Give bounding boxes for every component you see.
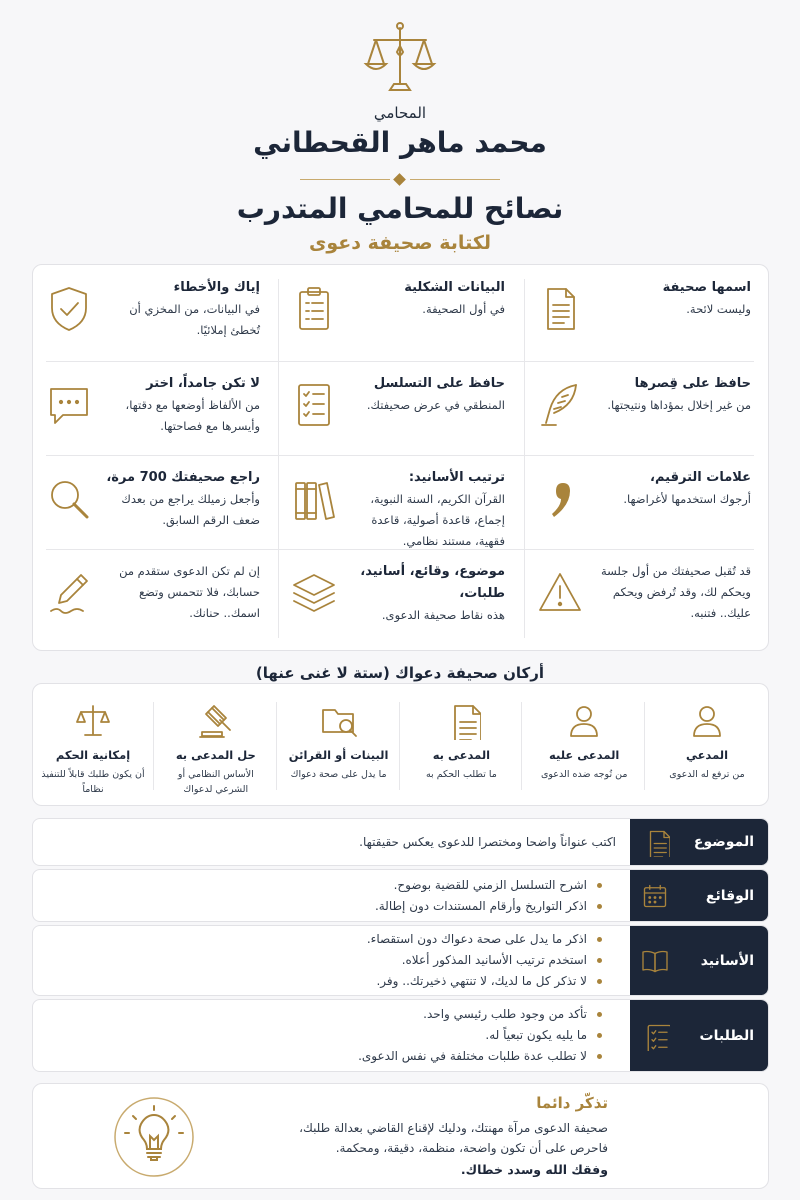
tips-grid bbox=[32, 264, 769, 651]
person-icon bbox=[564, 700, 604, 740]
pillar-body: من ترفع له الدعوى bbox=[669, 769, 745, 780]
section-line-text: لا تطلب عدة طلبات مختلفة في نفس الدعوى. bbox=[358, 1049, 587, 1063]
pillar-body: أن يكون طلبك قابلاً للتنفيذ نظاماً bbox=[41, 769, 145, 795]
quill-icon bbox=[534, 379, 586, 431]
section-line bbox=[47, 971, 616, 992]
pillar-item bbox=[32, 684, 154, 807]
section-title: الموضوع bbox=[693, 834, 754, 850]
tip-text bbox=[586, 467, 755, 510]
tip-title: لا تكن جامداً، اختر bbox=[146, 376, 260, 391]
tip-text bbox=[340, 373, 509, 416]
tip-text bbox=[586, 277, 755, 320]
tip-body: المنطقي في عرض صحيفتك. bbox=[366, 398, 505, 412]
tip-card bbox=[33, 455, 278, 551]
section-line bbox=[47, 896, 616, 917]
section-tab bbox=[630, 926, 768, 995]
section-body bbox=[47, 870, 616, 921]
header bbox=[0, 0, 800, 265]
remember-sign: وفقك الله وسدد خطاك. bbox=[460, 1162, 608, 1177]
tip-card bbox=[524, 361, 769, 457]
section-line-text: اكتب عنواناً واضحا ومختصرا للدعوى يعكس حقيقتها. bbox=[359, 834, 616, 849]
bullet-dot bbox=[597, 904, 602, 909]
tip-card bbox=[33, 265, 278, 361]
scales-of-justice-icon bbox=[360, 18, 440, 98]
tip-title: ترتيب الأسانيد: bbox=[408, 470, 505, 485]
person-icon bbox=[687, 700, 727, 740]
pillar-title: البينات أو القرائن bbox=[288, 748, 389, 762]
tip-title: حافظ على قِصرها bbox=[634, 376, 751, 391]
tip-body: من الألفاظ أوضعها مع دقتها، وأيسرها مع فصاحتها. bbox=[125, 398, 260, 433]
open-book-icon bbox=[640, 946, 670, 976]
section-2 bbox=[32, 869, 769, 922]
section-tab bbox=[630, 819, 768, 865]
document-icon bbox=[534, 283, 586, 335]
section-title: الأسانيد bbox=[700, 952, 754, 969]
section-tab bbox=[630, 1000, 768, 1071]
pillar-body: من تُوجه ضده الدعوى bbox=[540, 769, 628, 780]
tip-card bbox=[278, 549, 523, 645]
bullet-dot bbox=[597, 1054, 602, 1059]
pen-nib-icon bbox=[43, 567, 95, 619]
tip-body: في البيانات، من المخزي أن تُخطئ إملائيًا. bbox=[129, 302, 260, 337]
magnifier-icon bbox=[43, 473, 95, 525]
remember-title: تذكّر دائما bbox=[536, 1094, 608, 1112]
pillar-title: حل المدعى به bbox=[175, 748, 256, 762]
bullet-dot bbox=[597, 883, 602, 888]
section-line-text: اذكر ما يدل على صحة دعواك دون استقصاء. bbox=[366, 932, 587, 946]
lawyer-label: المحامي bbox=[373, 104, 427, 122]
bullet-dot bbox=[597, 1033, 602, 1038]
pillar-title: إمكانية الحكم bbox=[55, 748, 131, 762]
layers-icon bbox=[288, 567, 340, 619]
section-line bbox=[47, 875, 616, 896]
section-body bbox=[47, 1000, 616, 1071]
section-title: الوقائع bbox=[705, 887, 754, 904]
section-line-text: اشرح التسلسل الزمني للقضية بوضوح. bbox=[393, 877, 587, 892]
document-icon bbox=[640, 827, 670, 857]
tip-body: أرجوك استخدمها لأغراضها. bbox=[623, 492, 751, 506]
books-icon bbox=[288, 473, 340, 525]
tip-card bbox=[278, 361, 523, 457]
comma-icon bbox=[534, 473, 586, 525]
section-3 bbox=[32, 925, 769, 996]
tip-card bbox=[524, 455, 769, 551]
calendar-icon bbox=[640, 881, 670, 911]
chat-bubble-icon bbox=[43, 379, 95, 431]
tip-body: من غير إخلال بمؤداها ونتيجتها. bbox=[607, 398, 751, 412]
section-1 bbox=[32, 818, 769, 866]
section-line-text: اذكر التواريخ وأرقام المستندات دون إطالة. bbox=[374, 898, 587, 913]
pillar-title: المدعى به bbox=[432, 748, 491, 762]
folder-search-icon bbox=[319, 700, 359, 740]
remember-line: فاحرص على أن تكون واضحة، منظمة، دقيقة، ومحكمة. bbox=[335, 1141, 608, 1155]
tip-title: موضوع، وقائع، أسانيد، طلبات، bbox=[360, 564, 505, 601]
section-tab bbox=[630, 870, 768, 921]
tip-title: حافظ على التسلسل bbox=[373, 376, 505, 391]
section-body bbox=[47, 819, 616, 865]
remember-box bbox=[32, 1083, 769, 1189]
tip-text bbox=[95, 277, 264, 341]
lawyer-name: محمد ماهر القحطاني bbox=[253, 126, 547, 159]
section-line bbox=[47, 950, 616, 971]
tip-card bbox=[278, 455, 523, 551]
tip-card bbox=[278, 265, 523, 361]
page-title: نصائح للمحامي المتدرب bbox=[236, 192, 564, 225]
pillar-item bbox=[400, 684, 522, 807]
bullet-dot bbox=[597, 979, 602, 984]
section-title: الطلبات bbox=[699, 1027, 754, 1044]
pillar-body: الأساس النظامي أو الشرعي لدعواك bbox=[177, 769, 254, 795]
document-icon bbox=[441, 700, 481, 740]
tip-body: وأجعل زميلك يراجع من بعدك ضعف الرقم السابق. bbox=[121, 492, 260, 527]
tip-card bbox=[33, 549, 278, 645]
pillar-item bbox=[278, 684, 400, 807]
pillar-title: المدعى عليه bbox=[549, 748, 620, 762]
pillar-item bbox=[155, 684, 277, 807]
remember-body bbox=[188, 1118, 608, 1158]
scales-icon bbox=[73, 700, 113, 740]
page-subtitle: لكتابة صحيفة دعوى bbox=[308, 232, 492, 254]
section-body bbox=[47, 926, 616, 995]
tip-title: راجع صحيفتك 700 مرة، bbox=[106, 470, 260, 485]
tip-body: وليست لائحة. bbox=[686, 302, 751, 316]
pillars-title: أركان صحيفة دعواك (ستة لا غنى عنها) bbox=[255, 664, 545, 682]
section-line-text: تأكد من وجود طلب رئيسي واحد. bbox=[423, 1007, 587, 1021]
warning-icon bbox=[534, 567, 586, 619]
tip-text bbox=[95, 373, 264, 437]
tip-body: هذه نقاط صحيفة الدعوى. bbox=[381, 608, 505, 622]
section-line bbox=[47, 929, 616, 950]
tip-text bbox=[340, 561, 509, 626]
pillar-body: ما يدل على صحة دعواك bbox=[290, 769, 387, 780]
tip-body: في أول الصحيفة. bbox=[422, 302, 505, 316]
section-line bbox=[47, 1004, 616, 1025]
tip-text bbox=[95, 561, 264, 624]
clipboard-icon bbox=[288, 283, 340, 335]
tip-title: إياك والأخطاء bbox=[173, 280, 260, 295]
checklist-icon bbox=[288, 379, 340, 431]
tip-body: إن لم تكن الدعوى ستقدم من حسابك، فلا تتحمس وتضع اسمك.. حنانك. bbox=[119, 564, 260, 620]
tip-card bbox=[524, 549, 769, 645]
bullet-dot bbox=[597, 937, 602, 942]
section-line-text: لا تذكر كل ما لديك، لا تنتهي ذخيرتك.. وفر. bbox=[376, 974, 587, 988]
section-line-text: استخدم ترتيب الأسانيد المذكور أعلاه. bbox=[401, 953, 587, 967]
pillars-panel bbox=[32, 683, 769, 806]
gavel-icon bbox=[196, 700, 236, 740]
pillar-item bbox=[523, 684, 645, 807]
bullet-dot bbox=[597, 1012, 602, 1017]
remember-line: صحيفة الدعوى مرآة مهنتك، ودليك لإقناع القاضي بعدالة طلبك، bbox=[299, 1121, 608, 1135]
section-line bbox=[47, 1046, 616, 1067]
pillar-item bbox=[646, 684, 768, 807]
tip-card bbox=[33, 361, 278, 457]
bullet-dot bbox=[597, 958, 602, 963]
tip-text bbox=[340, 467, 509, 552]
checklist-icon bbox=[640, 1021, 670, 1051]
tip-card bbox=[524, 265, 769, 361]
tip-text bbox=[586, 373, 755, 416]
tip-title: البيانات الشكلية bbox=[404, 280, 505, 295]
tip-title: علامات الترقيم، bbox=[650, 470, 751, 485]
pillar-title: المدعي bbox=[685, 748, 729, 762]
section-line-text: ما يليه يكون تبعياً له. bbox=[485, 1028, 587, 1042]
tip-body: قد تُقبل صحيفتك من أول جلسة ويحكم لك، وقد تُرفض ويحكم عليك.. فتنبه. bbox=[600, 564, 751, 620]
lightbulb-icon bbox=[113, 1096, 195, 1178]
tip-text bbox=[95, 467, 264, 531]
section-line bbox=[47, 832, 616, 853]
pillar-body: ما تطلب الحكم به bbox=[425, 769, 497, 780]
ornament-divider bbox=[300, 174, 500, 186]
shield-check-icon bbox=[43, 283, 95, 335]
tip-text bbox=[340, 277, 509, 320]
section-line bbox=[47, 1025, 616, 1046]
tip-title: اسمها صحيفة bbox=[662, 280, 751, 295]
tip-text bbox=[586, 561, 755, 624]
tip-body: القرآن الكريم، السنة النبوية، إجماع، قاعدة أصولية، قاعدة فقهية، مستند نظامي. bbox=[370, 492, 505, 548]
section-4 bbox=[32, 999, 769, 1072]
